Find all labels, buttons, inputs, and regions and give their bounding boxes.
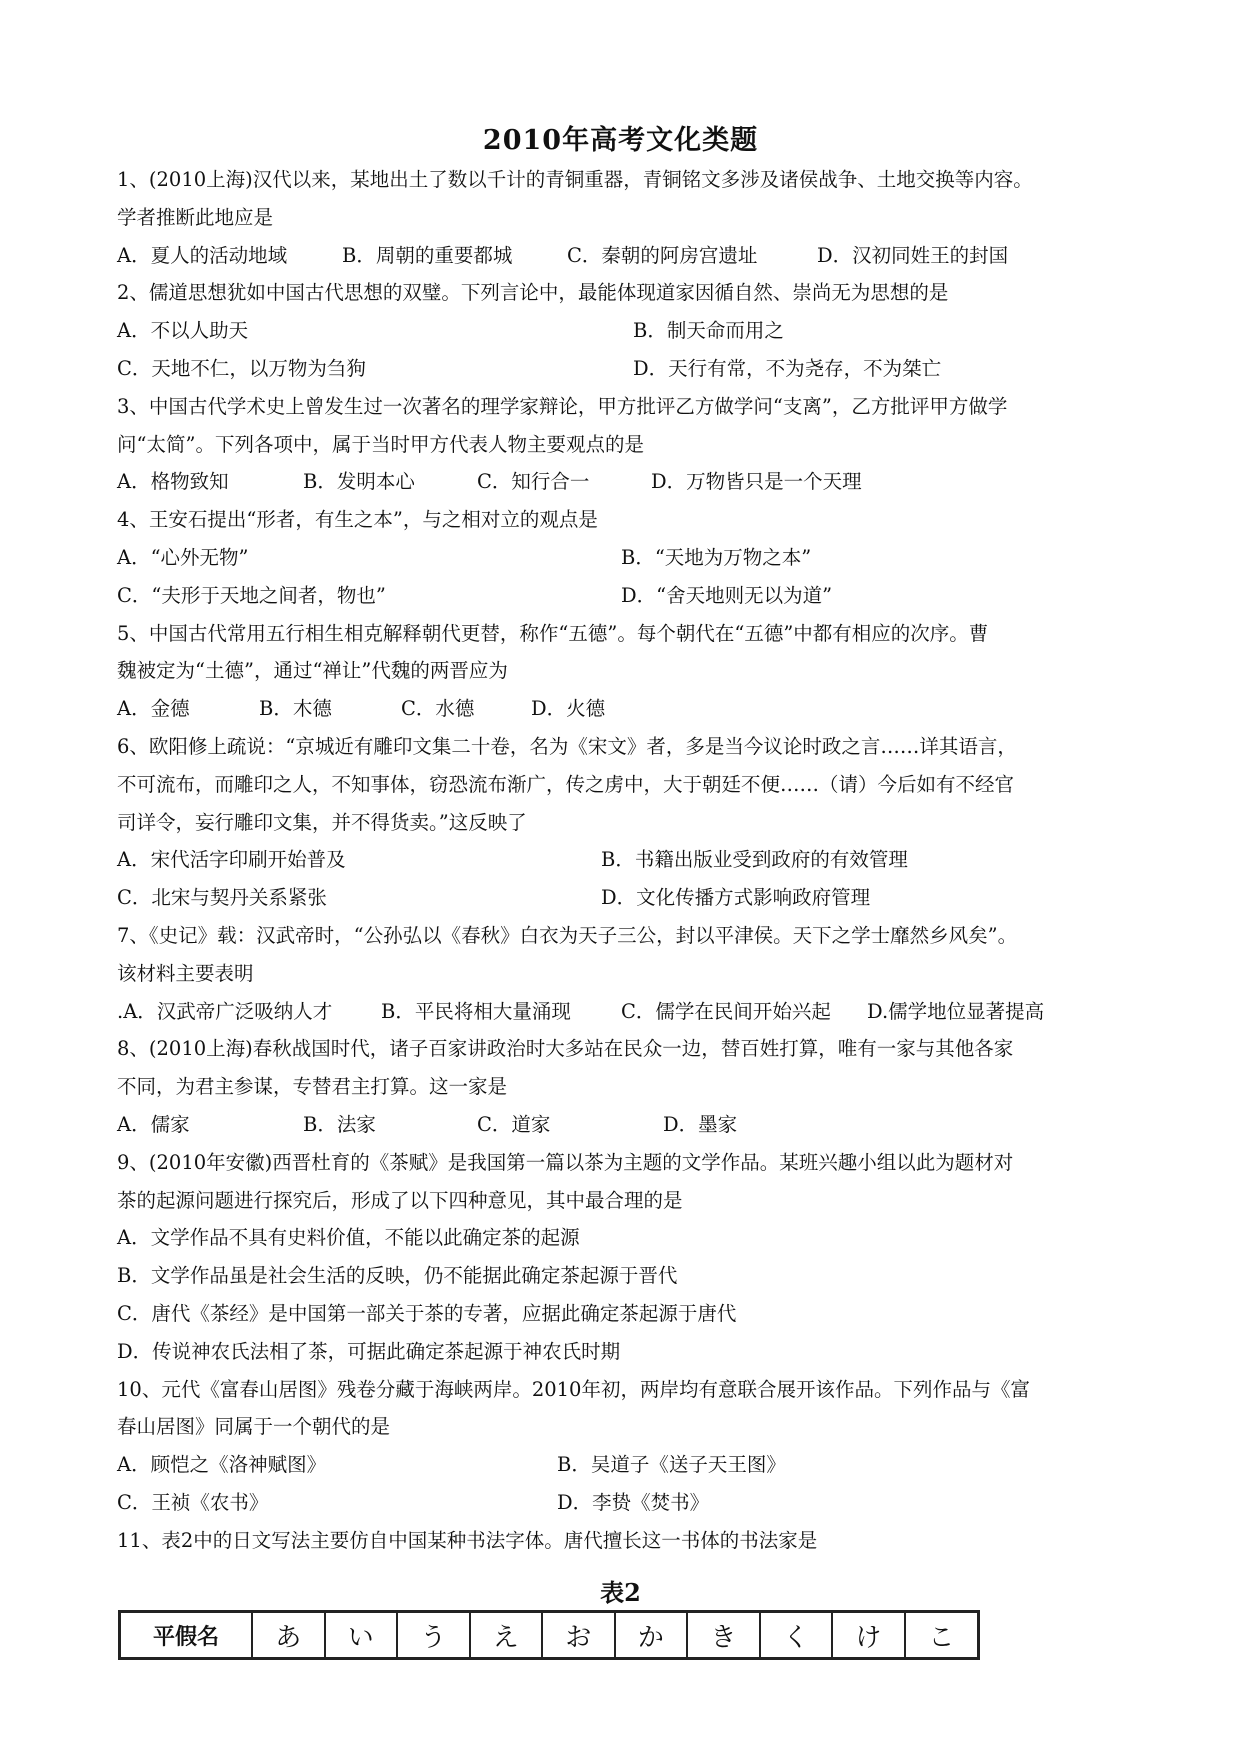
question-text: 5、中国古代常用五行相生相克解释朝代更替，称作“五德”。每个朝代在“五德”中都有相应的次序。曹 bbox=[117, 621, 989, 645]
options-row bbox=[117, 463, 1127, 501]
table-cell: う bbox=[397, 1612, 470, 1659]
option: A．“心外无物” bbox=[117, 545, 249, 569]
question-text: 11、表2中的日文写法主要仿自中国某种书法字体。唐代擅长这一书体的书法家是 bbox=[117, 1528, 818, 1552]
table-cell: い bbox=[325, 1612, 398, 1659]
options-row bbox=[117, 350, 1127, 388]
option: D．墨家 bbox=[663, 1112, 738, 1136]
question-text: 1、(2010上海)汉代以来，某地出土了数以千计的青铜重器，青铜铭文多涉及诸侯战争、土地交换等内容。 bbox=[117, 168, 1033, 191]
question-text: 10、元代《富春山居图》残卷分藏于海峡两岸。2010年初，两岸均有意联合展开该作品。下列作品与《富 bbox=[117, 1377, 1030, 1401]
question-text: 6、欧阳修上疏说：“京城近有雕印文集二十卷，名为《宋文》者，多是当今议论时政之言……详其语言， bbox=[117, 734, 1017, 758]
options-row bbox=[117, 577, 1127, 615]
option: D．文化传播方式影响政府管理 bbox=[601, 886, 871, 910]
question-text: 8、(2010上海)春秋战国时代，诸子百家讲政治时大多站在民众一边，替百姓打算，唯有一家与其他各家 bbox=[117, 1037, 1014, 1061]
table-cell: き bbox=[687, 1612, 760, 1659]
options-row bbox=[117, 1446, 1127, 1484]
table-cell: お bbox=[542, 1612, 615, 1659]
option: A．宋代活字印刷开始普及 bbox=[117, 848, 346, 872]
option: A．夏人的活动地域 bbox=[117, 243, 288, 267]
option: D．天行有常，不为尧存，不为桀亡 bbox=[633, 356, 942, 380]
question-text: 该材料主要表明 bbox=[117, 961, 254, 985]
option: B．发明本心 bbox=[303, 470, 415, 494]
options-row bbox=[117, 879, 1127, 917]
option: B．文学作品虽是社会生活的反映，仍不能据此确定茶起源于晋代 bbox=[117, 1264, 678, 1288]
option: A．不以人助天 bbox=[117, 319, 249, 343]
options-row bbox=[117, 312, 1127, 350]
question-text: 2、儒道思想犹如中国古代思想的双璧。下列言论中，最能体现道家因循自然、崇尚无为思想的是 bbox=[117, 281, 949, 305]
options-row bbox=[117, 237, 1127, 275]
option: A．金德 bbox=[117, 697, 190, 721]
table-cell: け bbox=[832, 1612, 905, 1659]
hiragana-table bbox=[118, 1610, 980, 1660]
option: A．儒家 bbox=[117, 1112, 190, 1136]
option: A．文学作品不具有史料价值，不能以此确定茶的起源 bbox=[117, 1226, 580, 1250]
table-row bbox=[120, 1612, 979, 1659]
question-text: 不同，为君主参谋，专替君主打算。这一家是 bbox=[117, 1075, 508, 1099]
option: C．水德 bbox=[401, 697, 475, 721]
option: C．“夫形于天地之间者，物也” bbox=[117, 583, 386, 607]
table-header-cell: 平假名 bbox=[120, 1612, 253, 1659]
option: C．北宋与契丹关系紧张 bbox=[117, 886, 327, 910]
question-text: 问“太简”。下列各项中，属于当时甲方代表人物主要观点的是 bbox=[117, 432, 644, 456]
option: A．格物致知 bbox=[117, 470, 229, 494]
question-text: 司详令，妄行雕印文集，并不得货卖。”这反映了 bbox=[117, 810, 527, 834]
option: B．制天命而用之 bbox=[633, 319, 784, 343]
table-caption: 表2 bbox=[600, 1578, 641, 1607]
table-cell: あ bbox=[252, 1612, 325, 1659]
option: C．知行合一 bbox=[477, 470, 590, 494]
option: A．顾恺之《洛神赋图》 bbox=[117, 1453, 327, 1477]
option: C．天地不仁，以万物为刍狗 bbox=[117, 356, 366, 380]
question-text: 9、(2010年安徽)西晋杜育的《茶赋》是我国第一篇以茶为主题的文学作品。某班兴趣小组以此为题材对 bbox=[117, 1150, 1014, 1174]
options-row bbox=[117, 841, 1127, 879]
option: D．“舍天地则无以为道” bbox=[621, 583, 833, 607]
option: B．吴道子《送子天王图》 bbox=[557, 1453, 786, 1477]
table-cell: こ bbox=[905, 1612, 979, 1659]
option: B．书籍出版业受到政府的有效管理 bbox=[601, 848, 908, 872]
option: C．王祯《农书》 bbox=[117, 1490, 269, 1514]
option: D.儒学地位显著提高 bbox=[867, 999, 1045, 1023]
option: B．法家 bbox=[303, 1112, 376, 1136]
options-row bbox=[117, 690, 1127, 728]
question-text: 魏被定为“土德”，通过“禅让”代魏的两晋应为 bbox=[117, 659, 508, 683]
option: C．秦朝的阿房宫遗址 bbox=[567, 243, 758, 267]
option: B．“天地为万物之本” bbox=[621, 545, 812, 569]
question-text: 不可流布，而雕印之人，不知事体，窃恐流布渐广，传之虏中，大于朝廷不便……（请）今后如有不经官 bbox=[117, 772, 1015, 796]
table-cell: く bbox=[760, 1612, 833, 1659]
option: C．道家 bbox=[477, 1112, 551, 1136]
option: D．万物皆只是一个天理 bbox=[651, 470, 862, 494]
question-list bbox=[117, 161, 1127, 1559]
options-row bbox=[117, 993, 1127, 1031]
question-text: 7、《史记》载：汉武帝时，“公孙弘以《春秋》白衣为天子三公，封以平津侯。天下之学士靡然乡风矣”。 bbox=[117, 923, 1018, 947]
option: B．周朝的重要都城 bbox=[342, 243, 513, 267]
option: D．火德 bbox=[531, 697, 606, 721]
option: C．唐代《茶经》是中国第一部关于茶的专著，应据此确定茶起源于唐代 bbox=[117, 1301, 737, 1325]
page-title: 2010年高考文化类题 bbox=[482, 125, 759, 156]
table-cell: か bbox=[615, 1612, 688, 1659]
table-cell: え bbox=[470, 1612, 543, 1659]
option: D．李贽《焚书》 bbox=[557, 1490, 710, 1514]
question-text: 春山居图》同属于一个朝代的是 bbox=[117, 1415, 391, 1439]
options-row bbox=[117, 1484, 1127, 1522]
options-row bbox=[117, 539, 1127, 577]
option: D．传说神农氏法相了茶，可据此确定茶起源于神农氏时期 bbox=[117, 1339, 621, 1363]
option: B．平民将相大量涌现 bbox=[381, 999, 571, 1023]
question-text: 3、中国古代学术史上曾发生过一次著名的理学家辩论，甲方批评乙方做学问“支离”，乙方批评甲方做学 bbox=[117, 394, 1008, 418]
question-text: 茶的起源问题进行探究后，形成了以下四种意见，其中最合理的是 bbox=[117, 1188, 683, 1212]
options-row bbox=[117, 1106, 1127, 1144]
option: .A．汉武帝广泛吸纳人才 bbox=[117, 999, 333, 1023]
option: D．汉初同姓王的封国 bbox=[817, 243, 1009, 267]
option: B．木德 bbox=[259, 697, 332, 721]
question-text: 4、王安石提出“形者，有生之本”，与之相对立的观点是 bbox=[117, 508, 598, 532]
option: C．儒学在民间开始兴起 bbox=[621, 999, 831, 1023]
question-text: 学者推断此地应是 bbox=[117, 205, 274, 229]
